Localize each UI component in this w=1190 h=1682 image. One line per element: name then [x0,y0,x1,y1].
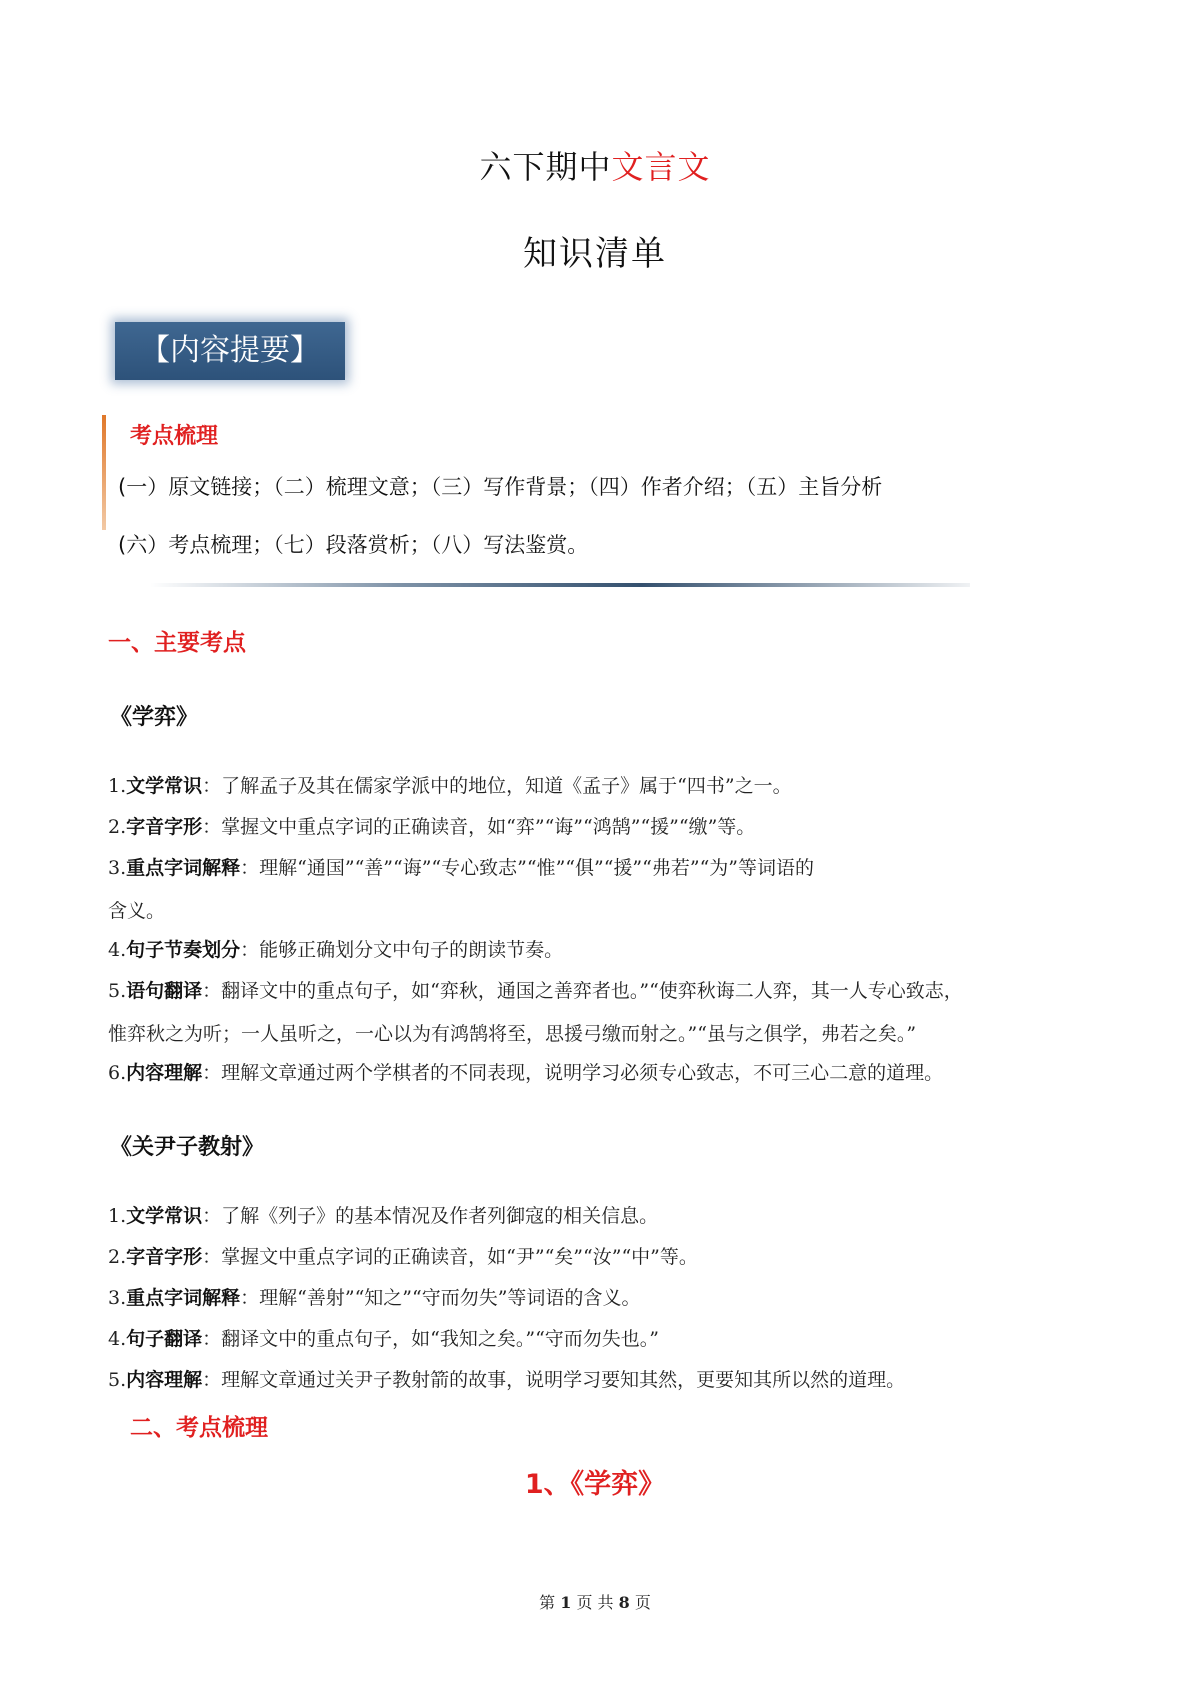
document-title [0,142,1190,188]
xueyi-item-3-continued: 含义。 [108,900,166,922]
guanyin-item-5: 5.内容理解：理解文章通过关尹子教射箭的故事，说明学习要知其然，更要知其所以然的道理。 [108,1369,906,1391]
xueyi-title: 《学弈》 [110,705,199,730]
guanyin-title: 《关尹子教射》 [110,1135,265,1160]
kaodian-line-1: (一）原文链接；（二）梳理文意；（三）写作背景；（四）作者介绍；（五）主旨分析 [118,475,883,499]
content-summary-banner: 【内容提要】 [115,322,345,380]
kaodian-box [102,415,982,595]
xueyi-item-6: 6.内容理解：理解文章通过两个学棋者的不同表现，说明学习必须专心致志，不可三心二意的道理。 [108,1062,944,1084]
section-2-subheading: 1、《学弈》 [524,1469,666,1500]
document-subtitle: 知识清单 [523,234,667,274]
xueyi-item-3: 3.重点字词解释：理解“通国”“善”“诲”“专心致志”“惟”“俱”“援”“弗若”“为”等词语的 [108,857,814,879]
xueyi-item-1: 1.文学常识：了解孟子及其在儒家学派中的地位，知道《孟子》属于“四书”之一。 [108,775,792,797]
guanyin-item-2: 2.字音字形：掌握文中重点字词的正确读音，如“尹”“矣”“汝”“中”等。 [108,1246,698,1268]
divider-line [150,583,970,587]
xueyi-item-5: 5.语句翻译：翻译文中的重点句子，如“弈秋，通国之善弈者也。”“使弈秋诲二人弈，其一人专心致志， [108,980,963,1002]
guanyin-item-4: 4.句子翻译：翻译文中的重点句子，如“我知之矣。”“守而勿失也。” [108,1328,660,1350]
kaodian-accent-bar [102,415,106,530]
guanyin-item-3: 3.重点字词解释：理解“善射”“知之”“守而勿失”等词语的含义。 [108,1287,641,1309]
guanyin-item-1: 1.文学常识：了解《列子》的基本情况及作者列御寇的相关信息。 [108,1205,659,1227]
title-red-part: 文言文 [611,148,711,186]
xueyi-item-5-continued: 惟弈秋之为听；一人虽听之，一心以为有鸿鹄将至，思援弓缴而射之。”“虽与之俱学，弗若之矣。” [108,1023,917,1045]
xueyi-item-2: 2.字音字形：掌握文中重点字词的正确读音，如“弈”“诲”“鸿鹄”“援”“缴”等。 [108,816,756,838]
xueyi-item-4: 4.句子节奏划分：能够正确划分文中句子的朗读节奏。 [108,939,564,961]
section-2-heading: 二、考点梳理 [130,1415,268,1441]
section-1-heading: 一、主要考点 [108,630,246,656]
kaodian-line-2: (六）考点梳理；（七）段落赏析；（八）写法鉴赏。 [118,533,589,557]
kaodian-title: 考点梳理 [130,424,219,449]
page-footer: 第 1 页 共 8 页 [539,1593,651,1612]
title-black-part: 六下期中 [479,148,612,186]
